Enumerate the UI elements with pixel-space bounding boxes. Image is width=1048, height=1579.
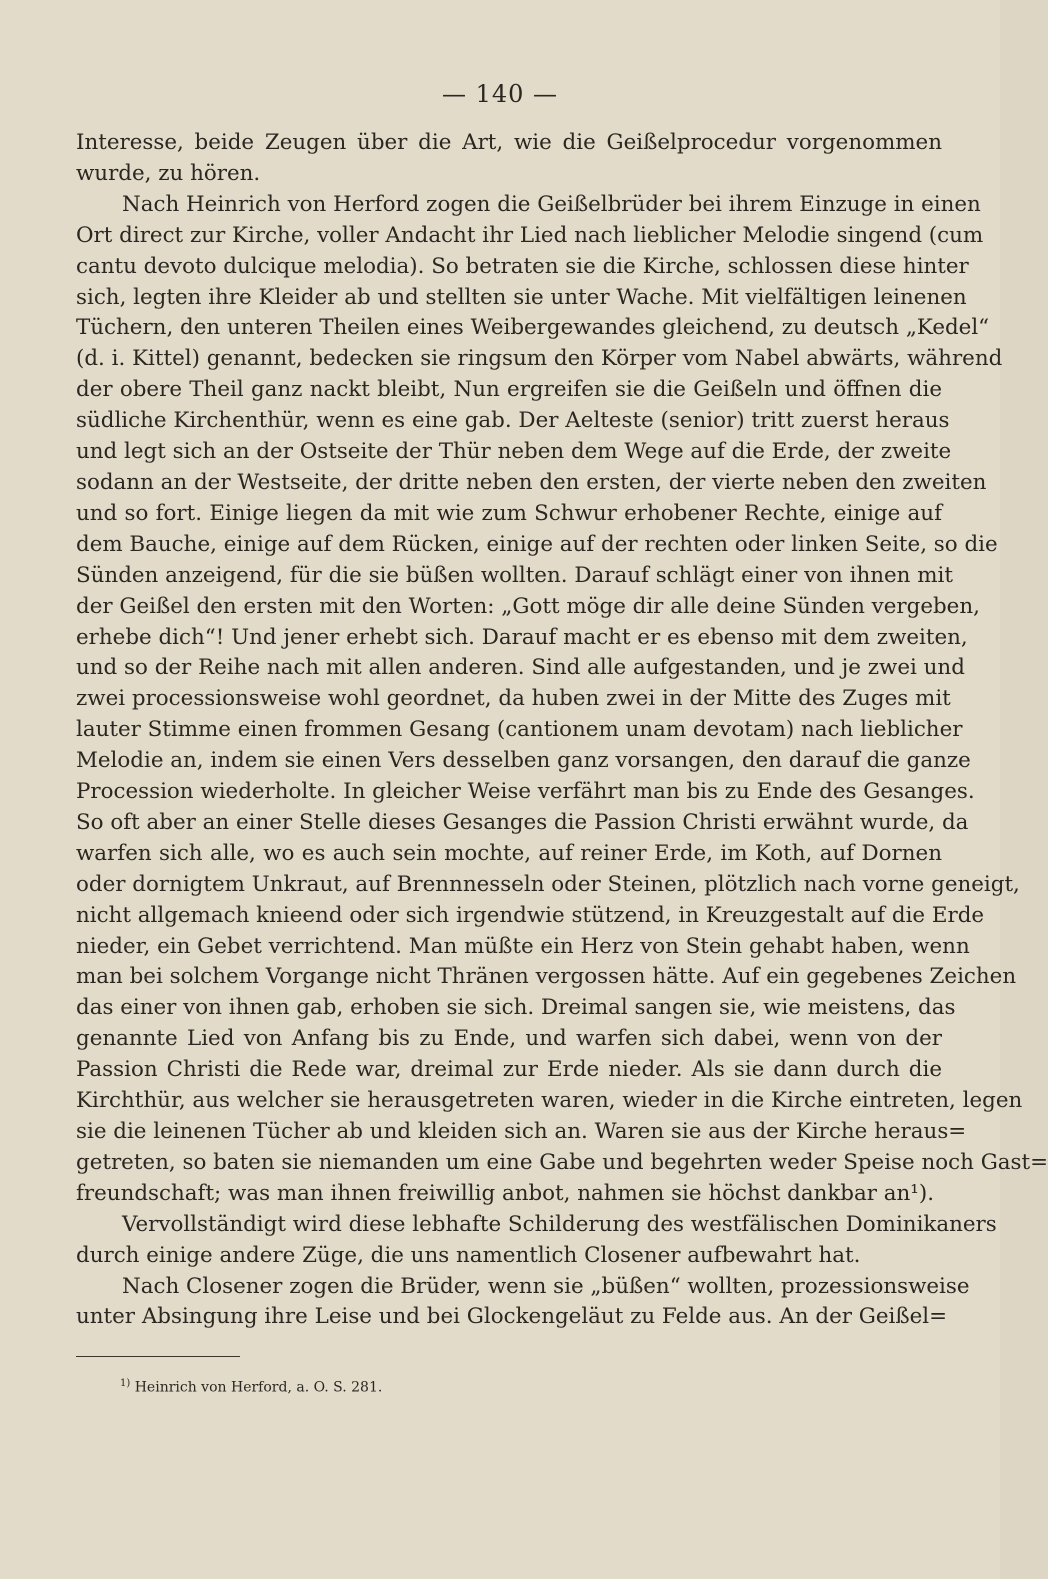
text-line: erhebe dich“! Und jener erhebt sich. Darauf macht er es ebenso mit dem zweiten, — [76, 624, 968, 650]
text-line: durch einige andere Züge, die uns namentlich Closener aufbewahrt hat. — [76, 1242, 861, 1268]
text-line: oder dornigtem Unkraut, auf Brennnesseln oder Steinen, plötzlich nach vorne geneigt, — [76, 871, 1020, 897]
text-line: Melodie an, indem sie einen Vers desselben ganz vorsangen, den darauf die ganze — [76, 748, 971, 774]
text-line: Ort direct zur Kirche, voller Andacht ihr Lied nach lieblicher Melodie singend (cum — [76, 222, 984, 248]
text-line: Passion Christi die Rede war, dreimal zur Erde nieder. Als sie dann durch die — [76, 1057, 942, 1083]
text-line: cantu devoto dulcique melodia). So betraten sie die Kirche, schlossen diese hinter — [76, 253, 969, 279]
text-line: südliche Kirchenthür, wenn es eine gab. Der Aelteste (senior) tritt zuerst heraus — [76, 408, 950, 434]
text-line: zwei processionsweise wohl geordnet, da huben zwei in der Mitte des Zuges mit — [76, 686, 951, 712]
text-line: getreten, so baten sie niemanden um eine Gabe und begehrten weder Speise noch Gast= — [76, 1149, 1048, 1175]
text-line: Interesse, beide Zeugen über die Art, wie die Geißelprocedur vorgenommen — [76, 130, 942, 155]
text-line: und so fort. Einige liegen da mit wie zum Schwur erhobener Rechte, einige auf — [76, 500, 942, 526]
footnote-text: Heinrich von Herford, a. O. S. 281. — [134, 1379, 383, 1396]
text-line: genannte Lied von Anfang bis zu Ende, und warfen sich dabei, wenn von der — [76, 1026, 942, 1052]
text-line: Procession wiederholte. In gleicher Weise verfährt man bis zu Ende des Gesanges. — [76, 779, 975, 805]
text-line: Kirchthür, aus welcher sie herausgetreten waren, wieder in die Kirche eintreten, legen — [76, 1088, 1023, 1114]
text-line: wurde, zu hören. — [76, 160, 261, 186]
text-line: man bei solchem Vorgange nicht Thränen vergossen hätte. Auf ein gegebenes Zeichen — [76, 964, 1017, 990]
text-line: freundschaft; was man ihnen freiwillig anbot, nahmen sie höchst dankbar an¹). — [76, 1180, 935, 1206]
text-line: sodann an der Westseite, der dritte neben den ersten, der vierte neben den zweiten — [76, 469, 987, 495]
text-line: und legt sich an der Ostseite der Thür neben dem Wege auf die Erde, der zweite — [76, 439, 952, 465]
text-line: nicht allgemach knieend oder sich irgendwie stützend, in Kreuzgestalt auf die Erde — [76, 902, 985, 928]
text-line: Sünden anzeigend, für die sie büßen wollten. Darauf schlägt einer von ihnen mit — [76, 562, 953, 588]
footnote-marker: 1) — [120, 1378, 131, 1389]
text-line: lauter Stimme einen frommen Gesang (cantionem unam devotam) nach lieblicher — [76, 717, 963, 743]
text-line: das einer von ihnen gab, erhoben sie sich. Dreimal sangen sie, wie meistens, das — [76, 995, 956, 1021]
body-text — [76, 128, 1048, 1333]
text-line: der Geißel den ersten mit den Worten: „Gott möge dir alle deine Sünden vergeben, — [76, 593, 980, 619]
footnote-divider — [76, 1356, 240, 1357]
text-line: Nach Closener zogen die Brüder, wenn sie „büßen“ wollten, prozessionsweise — [122, 1273, 970, 1299]
text-line: unter Absingung ihre Leise und bei Glockengeläut zu Felde aus. An der Geißel= — [76, 1304, 948, 1330]
text-line: und so der Reihe nach mit allen anderen. Sind alle aufgestanden, und je zwei und — [76, 655, 965, 681]
text-line: Vervollständigt wird diese lebhafte Schilderung des westfälischen Dominikaners — [122, 1211, 997, 1237]
text-line: nieder, ein Gebet verrichtend. Man müßte ein Herz von Stein gehabt haben, wenn — [76, 933, 970, 959]
text-line: warfen sich alle, wo es auch sein mochte, auf reiner Erde, im Koth, auf Dornen — [76, 840, 942, 866]
text-line: (d. i. Kittel) genannt, bedecken sie ringsum den Körper vom Nabel abwärts, während — [76, 346, 1003, 372]
page-number: — 140 — — [441, 80, 559, 108]
text-line: sich, legten ihre Kleider ab und stellten sie unter Wache. Mit vielfältigen leinenen — [76, 284, 967, 310]
text-line: dem Bauche, einige auf dem Rücken, einige auf der rechten oder linken Seite, so die — [76, 531, 998, 557]
text-line: So oft aber an einer Stelle dieses Gesanges die Passion Christi erwähnt wurde, da — [76, 809, 969, 835]
footnote — [120, 1378, 382, 1396]
text-line: Tüchern, den unteren Theilen eines Weibergewandes gleichend, zu deutsch „Kedel“ — [76, 315, 990, 341]
text-line: Nach Heinrich von Herford zogen die Geißelbrüder bei ihrem Einzuge in einen — [122, 191, 981, 217]
text-line: der obere Theil ganz nackt bleibt, Nun ergreifen sie die Geißeln und öffnen die — [76, 377, 942, 403]
text-line: sie die leinenen Tücher ab und kleiden sich an. Waren sie aus der Kirche heraus= — [76, 1119, 967, 1144]
